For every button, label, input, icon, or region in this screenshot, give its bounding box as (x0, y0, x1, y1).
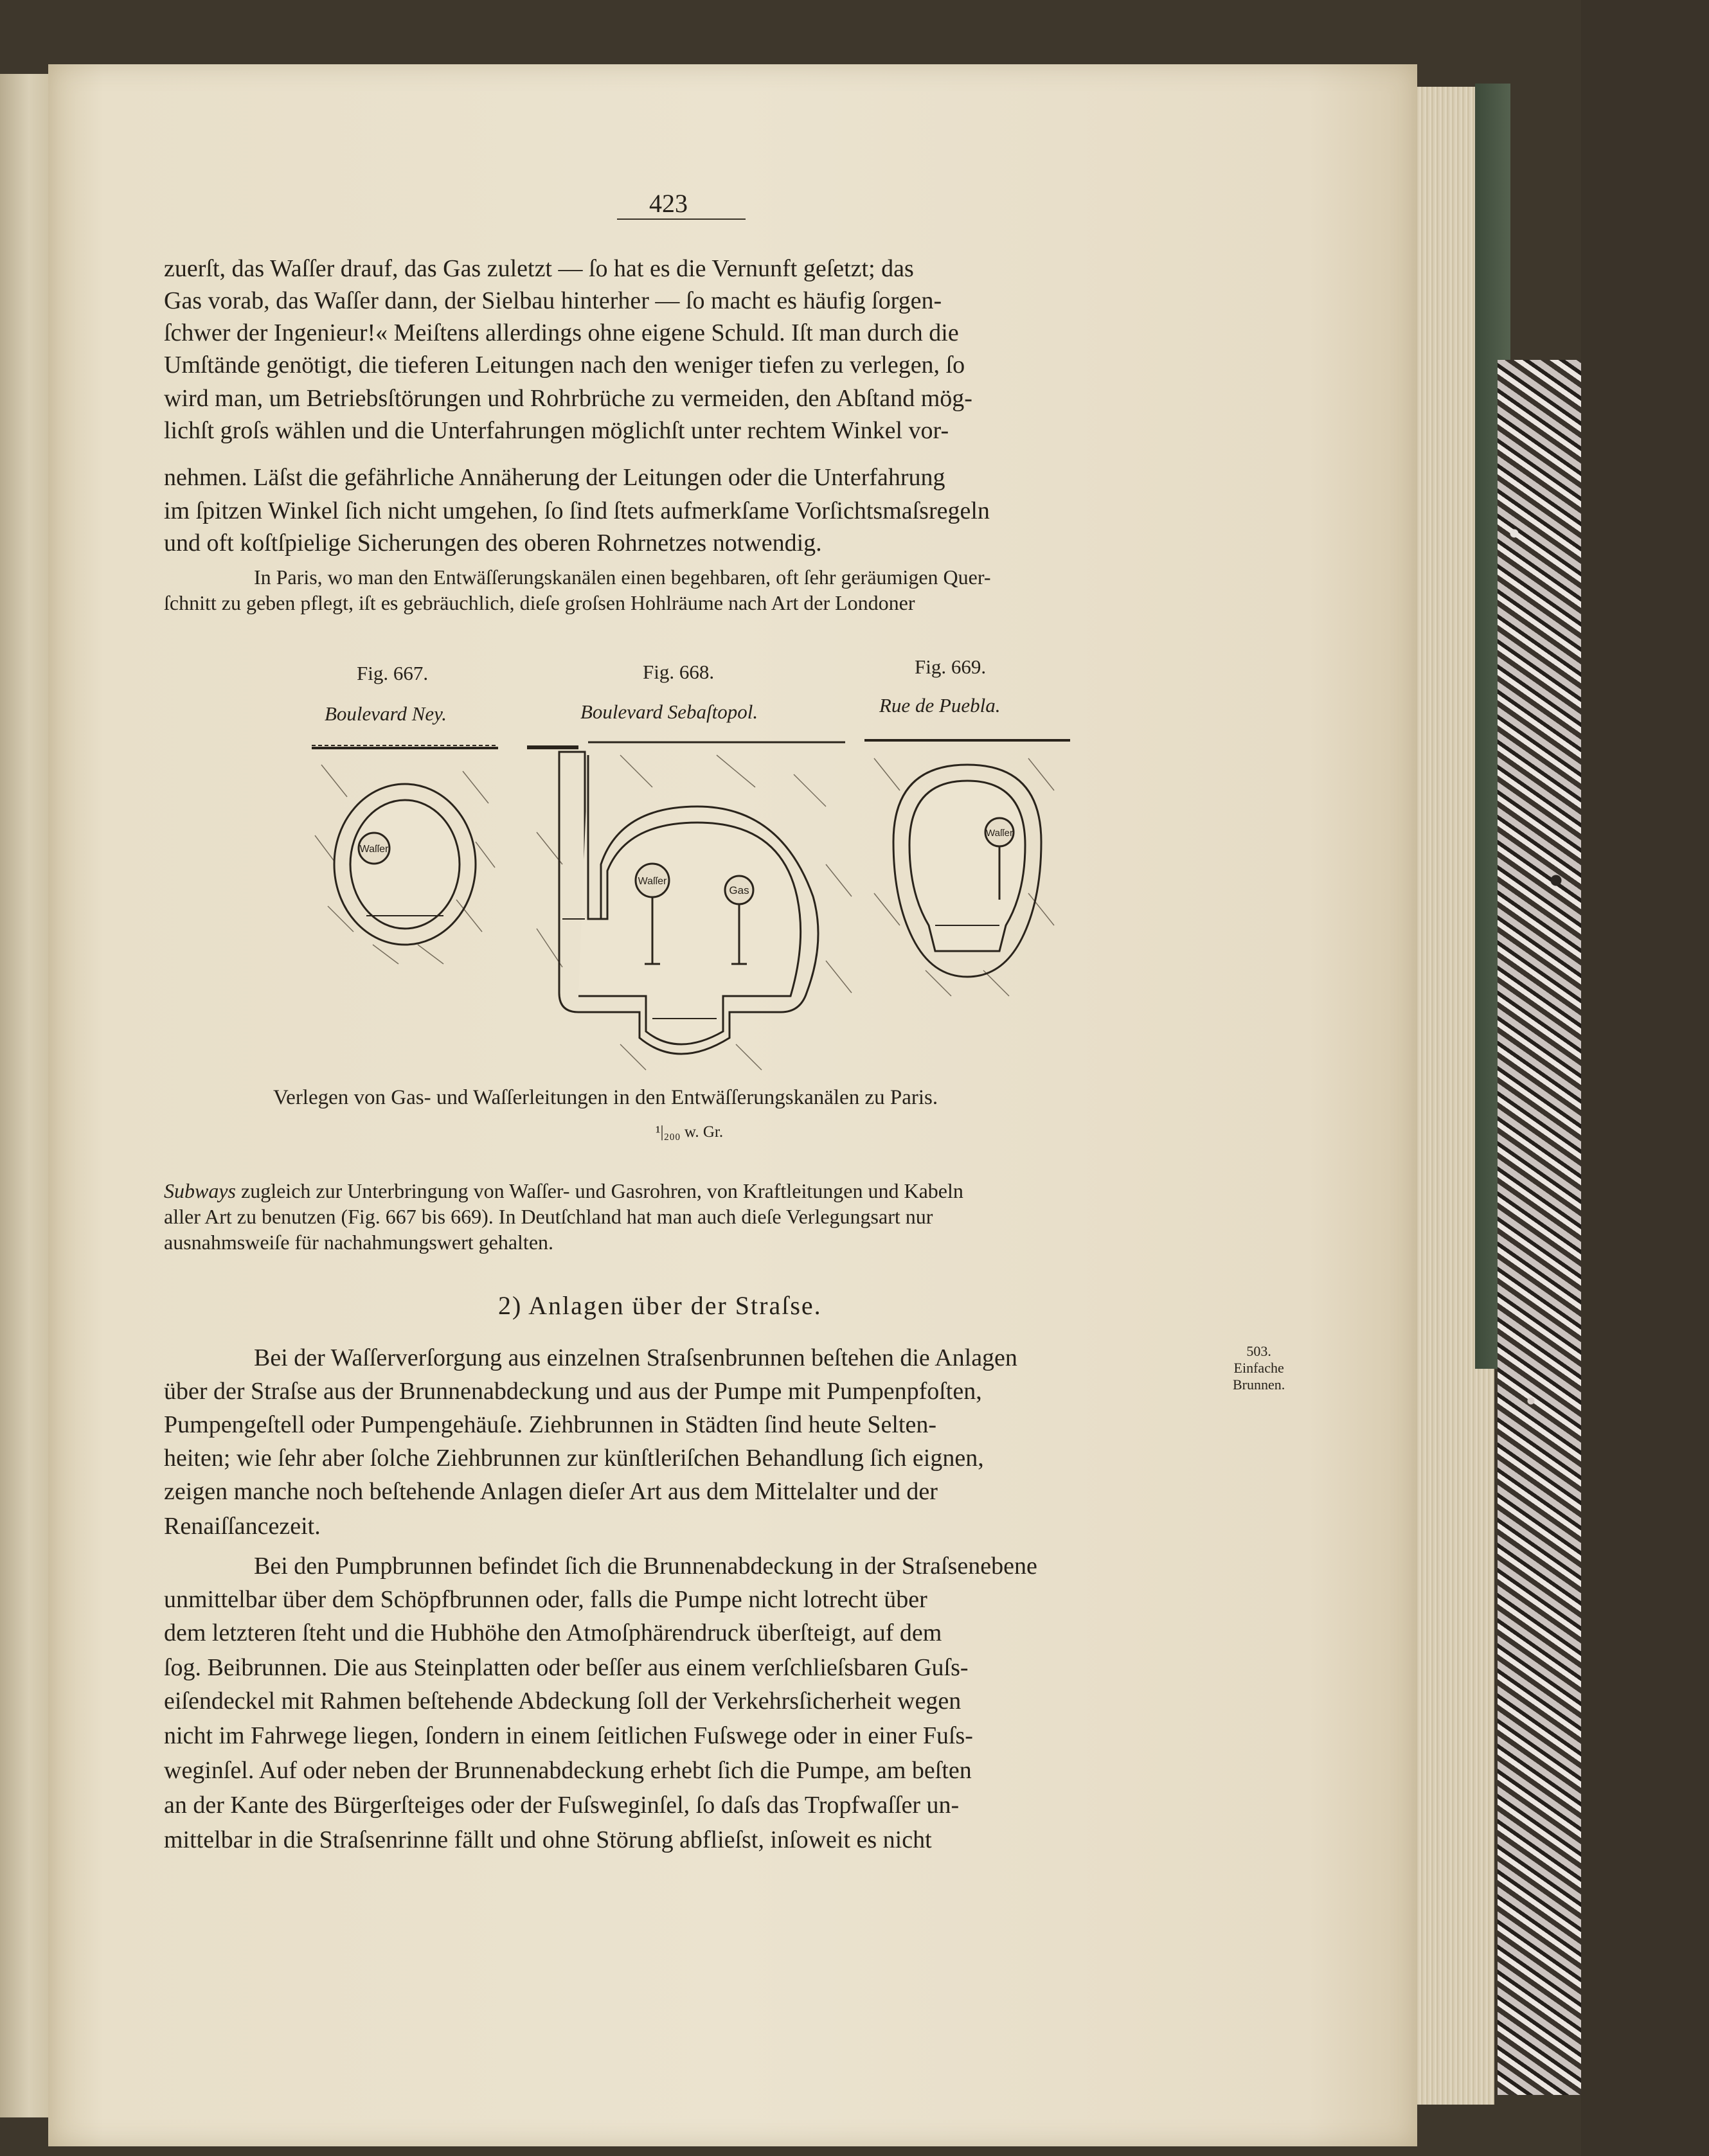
figure-title: Boulevard Ney. (325, 702, 447, 725)
section-heading: 2) Anlagen über der Straſse. (498, 1291, 822, 1320)
text-line: ſchnitt zu geben pflegt, iſt es gebräuchlich, dieſe groſsen Hohlräume nach Art der Londoner (164, 591, 915, 614)
figure-title: Rue de Puebla. (879, 694, 1001, 717)
text-line: im ſpitzen Winkel ſich nicht umgehen, ſo ſind ſtets aufmerkſame Vorſichtsmaſsregeln (164, 497, 990, 524)
text-line: über der Straſse aus der Brunnenabdeckung und aus der Pumpe mit Pumpenpfoſten, (164, 1378, 982, 1405)
figure-caption: Verlegen von Gas- und Waſſerleitungen in den Entwäſſerungskanälen zu Paris. (273, 1086, 938, 1109)
sewer-cross-section-icon (524, 736, 858, 1083)
text-line: aller Art zu benutzen (Fig. 667 bis 669). In Deutſchland hat man auch dieſe Verlegungsart nur (164, 1205, 933, 1228)
text-line: Umſtände genötigt, die tieferen Leitungen nach den weniger tiefen zu verlegen, ſo (164, 352, 965, 379)
text-line: Bei der Waſſerverſorgung aus einzelnen Straſsenbrunnen beſtehen die Anlagen (254, 1344, 1017, 1371)
marbled-cover (1498, 360, 1581, 2095)
text-line: unmittelbar über dem Schöpfbrunnen oder, falls die Pumpe nicht lotrecht über (164, 1586, 927, 1613)
text-line: In Paris, wo man den Entwäſſerungskanälen einen begehbaren, oft ſehr geräumigen Quer- (254, 566, 991, 589)
text-line: eiſendeckel mit Rahmen beſtehende Abdeckung ſoll der Verkehrsſicherheit wegen (164, 1688, 962, 1715)
tunnel-cross-section-icon (309, 739, 501, 970)
text-line: Bei den Pumpbrunnen befindet ſich die Brunnenabdeckung in der Straſsenebene (254, 1553, 1037, 1580)
text-line: lichſt groſs wählen und die Unterfahrungen möglichſt unter rechtem Winkel vor- (164, 417, 949, 444)
pipe-label: Waſſer (986, 828, 1013, 839)
text-line: Gas vorab, das Waſſer dann, der Sielbau hinterher — ſo macht es häufig ſorgen- (164, 287, 942, 314)
figure-number: Fig. 667. (357, 662, 429, 684)
margin-note-number: 503. (1246, 1343, 1271, 1359)
text-line: nicht im Fahrwege liegen, ſondern in einem ſeitlichen Fuſswege oder in einer Fuſs- (164, 1722, 973, 1749)
text-line: wird man, um Betriebsſtörungen und Rohrbrüche zu vermeiden, den Abſtand mög- (164, 385, 972, 412)
margin-note-line: Brunnen. (1233, 1376, 1285, 1393)
tunnel-cross-section-icon (861, 733, 1073, 1002)
text-line: ſog. Beibrunnen. Die aus Steinplatten oder beſſer aus einem verſchlieſsbaren Guſs- (164, 1654, 969, 1681)
text-line: nehmen. Läſst die gefährliche Annäherung der Leitungen oder die Unterfahrung (164, 464, 945, 491)
text-line (164, 1178, 963, 1204)
text-line: zeigen manche noch beſtehende Anlagen dieſer Art aus dem Mittelalter und der (164, 1478, 938, 1505)
pipe-label: Waſſer (359, 844, 389, 855)
text-line: Renaiſſancezeit. (164, 1513, 321, 1540)
pipe-label: Gas (729, 884, 749, 896)
text-line: ſchwer der Ingenieur!« Meiſtens allerdings ohne eigene Schuld. Iſt man durch die (164, 319, 959, 346)
pipe-label: Waſſer (638, 876, 667, 887)
figure-number: Fig. 668. (643, 661, 715, 683)
text-line: mittelbar in die Straſsenrinne fällt und ohne Störung abflieſst, inſoweit es nicht (164, 1826, 932, 1853)
figure-title: Boulevard Sebaſtopol. (580, 700, 758, 723)
emphasis-word: Subways (164, 1179, 236, 1202)
page-number: 423 (649, 189, 688, 218)
figure-scale: ¹|₂₀₀ w. Gr. (656, 1123, 724, 1141)
margin-note (1233, 1343, 1285, 1393)
figure-number: Fig. 669. (915, 655, 987, 678)
text-line: zuerſt, das Waſſer drauf, das Gas zuletzt — ſo hat es die Vernunft geſetzt; das (164, 255, 914, 282)
page-number-rule (617, 218, 746, 220)
text-line: weginſel. Auf oder neben der Brunnenabdeckung erhebt ſich die Pumpe, am beſten (164, 1757, 972, 1784)
text-line: heiten; wie ſehr aber ſolche Ziehbrunnen zur künſtleriſchen Behandlung ſich eignen, (164, 1445, 984, 1472)
text-line: Pumpengeſtell oder Pumpengehäuſe. Ziehbrunnen in Städten ſind heute Selten- (164, 1411, 936, 1438)
text-span: zugleich zur Unterbringung von Waſſer- und Gasrohren, von Kraftleitungen und Kabeln (236, 1179, 963, 1202)
margin-note-line: Einfache (1233, 1360, 1284, 1376)
text-line: an der Kante des Bürgerſteiges oder der Fuſsweginſel, ſo daſs das Tropfwaſſer un- (164, 1792, 960, 1819)
left-page-edge (0, 74, 48, 2117)
text-line: dem letzteren ſteht und die Hubhöhe den Atmoſphärendruck überſteigt, auf dem (164, 1619, 942, 1646)
text-line: ausnahmsweiſe für nachahmungswert gehalten. (164, 1231, 554, 1254)
background-right (1581, 0, 1709, 2156)
text-line: und oft koſtſpielige Sicherungen des oberen Rohrnetzes notwendig. (164, 530, 822, 557)
